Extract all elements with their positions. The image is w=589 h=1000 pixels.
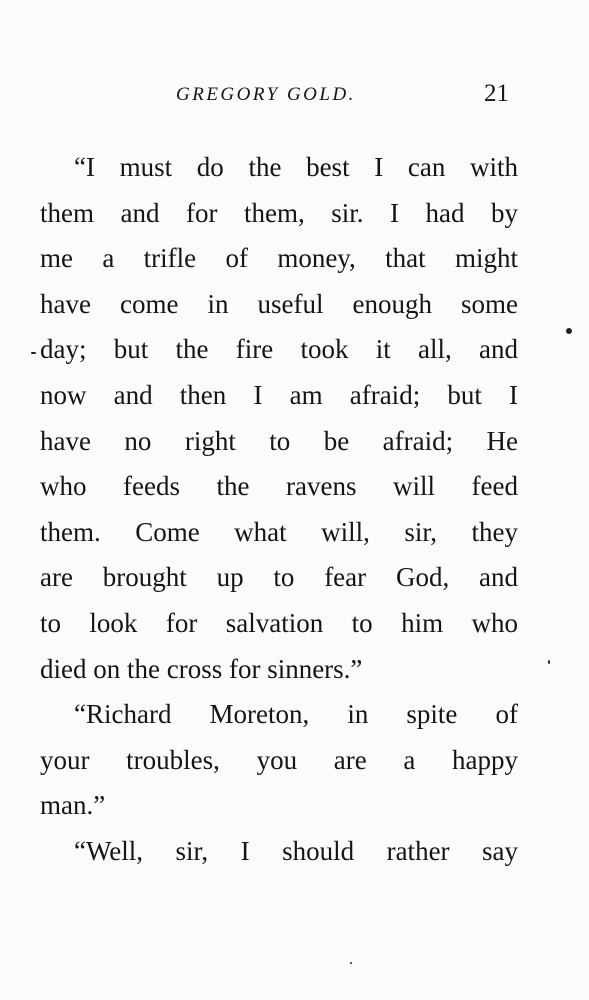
text-line: them. Come what will, sir, they [40,516,518,547]
body-text [40,145,518,875]
ink-speck [548,660,550,664]
text-line: man.” [40,790,106,821]
text-line: me a trifle of money, that might [40,243,518,274]
text-line: are brought up to fear God, and [40,562,518,593]
text-line: them and for them, sir. I had by [40,197,518,228]
text-line: “Well, sir, I should rather say [74,835,518,866]
ink-speck [350,962,352,964]
text-line: your troubles, you are a happy [40,744,518,775]
ink-speck [31,352,36,354]
text-line: day; but the fire took it all, and [40,334,518,365]
text-line: “Richard Moreton, in spite of [74,699,518,730]
text-line: who feeds the ravens will feed [40,471,518,502]
text-line: now and then I am afraid; but I [40,379,518,410]
page-number: 21 [484,80,509,107]
ink-speck [566,328,572,334]
text-line: to look for salvation to him who [40,607,518,638]
text-line: died on the cross for sinners.” [40,653,363,684]
text-line: have come in useful enough some [40,288,518,319]
running-title: GREGORY GOLD. [176,84,356,105]
text-line: “I must do the best I can with [74,152,518,182]
text-line: have no right to be afraid; He [40,425,518,456]
